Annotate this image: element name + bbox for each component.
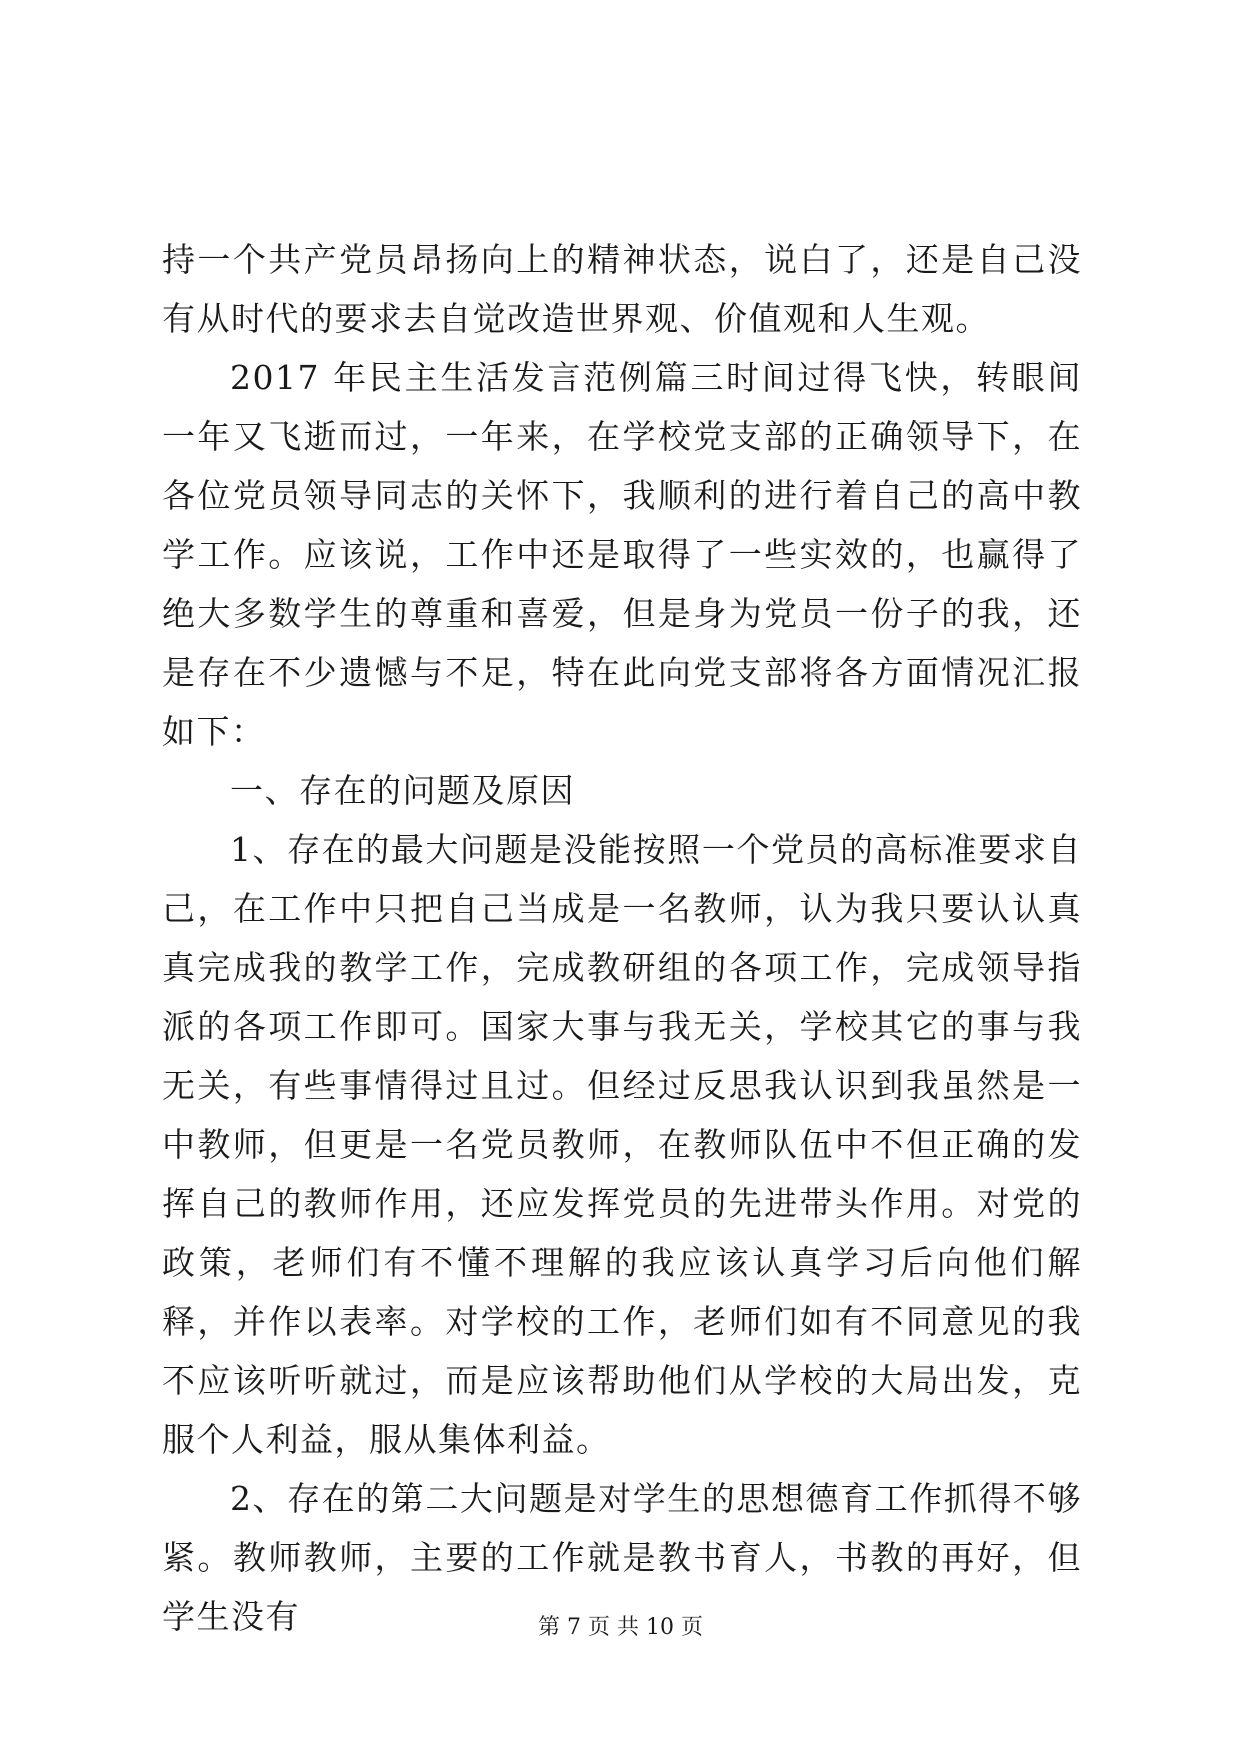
- page-footer: 第 7 页 共 10 页: [538, 1615, 703, 1640]
- paragraph-4: 2、存在的第二大问题是对学生的思想德育工作抓得不够紧。教师教师，主要的工作就是教书育人，书教的再好，但学生没有: [162, 1479, 1082, 1636]
- paragraph-2: 2017 年民主生活发言范例篇三时间过得飞快，转眼间一年又飞逝而过，一年来，在学校党支部的正确领导下，在各位党员领导同志的关怀下，我顺利的进行着自己的高中教学工作。应该说，工作中还是取得了一些实效的，也赢得了绝大多数学生的尊重和喜爱，但是身为党员一份子的我，还是存在不少遗憾与不足，特在此向党支部将各方面情况汇报如下：: [162, 358, 1082, 751]
- paragraph-1: 持一个共产党员昂扬向上的精神状态，说白了，还是自己没有从时代的要求去自觉改造世界观、价值观和人生观。: [162, 240, 1082, 338]
- section-heading: 一、存在的问题及原因: [230, 771, 575, 810]
- paragraph-3: 1、存在的最大问题是没能按照一个党员的高标准要求自己，在工作中只把自己当成是一名教师，认为我只要认认真真完成我的教学工作，完成教研组的各项工作，完成领导指派的各项工作即可。国家大事与我无关，学校其它的事与我无关，有些事情得过且过。但经过反思我认识到我虽然是一中教师，但更是一名党员教师，在教师队伍中不但正确的发挥自己的教师作用，还应发挥党员的先进带头作用。对党的政策，老师们有不懂不理解的我应该认真学习后向他们解释，并作以表率。对学校的工作，老师们如有不同意见的我不应该听听就过，而是应该帮助他们从学校的大局出发，克服个人利益，服从集体利益。: [162, 830, 1082, 1459]
- document-body: [162, 230, 1082, 1646]
